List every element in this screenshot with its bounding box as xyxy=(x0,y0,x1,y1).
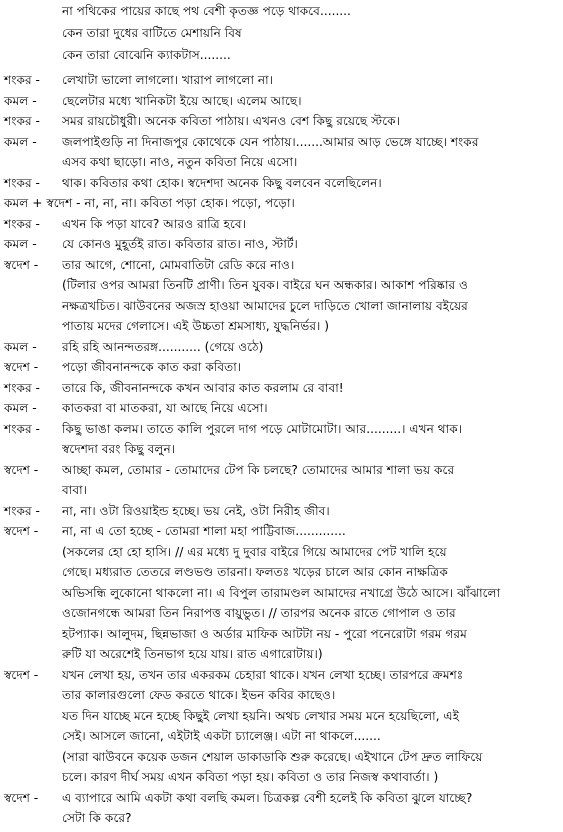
speaker-name: কমল - xyxy=(4,134,37,149)
speaker-name: শংকর - xyxy=(4,73,40,87)
dialogue-line: তার কালারগুলো ফেড করতে থাকে। ইভন কবির কাছেও। xyxy=(62,688,336,702)
dialogue-text xyxy=(62,357,563,378)
dialogue-text xyxy=(62,70,563,91)
dialogue-line: নক্ষত্রখচিত। ঝাউবনের অজস্র হাওয়া আমাদের চুলে দাড়িতে খোলা জানালায় বইয়ের xyxy=(62,298,468,313)
poem-line: না পথিকের পায়ের কাছে পথ বেশী কৃতজ্ঞ পড়ে থাকবে........ xyxy=(62,4,351,18)
speaker-name: শংকর - xyxy=(4,114,40,128)
dialogue-text xyxy=(62,419,563,460)
speaker-name: শংকর - xyxy=(4,380,40,395)
dialogue-line: থাক। কবিতার কথা হোক। স্বদেশদা অনেক কিছু বলবেন বলেছিলেন। xyxy=(62,175,382,190)
dialogue-entry xyxy=(0,193,563,214)
speaker-name: স্বদেশ - xyxy=(4,667,39,682)
speaker-name: স্বদেশ - xyxy=(4,524,39,538)
dialogue-text xyxy=(62,214,563,235)
poem-line: কেন তারা বোঝেনি ক্যাকটাস........ xyxy=(62,48,231,62)
dialogue-line: বাবা। xyxy=(62,483,87,497)
dialogue-entry xyxy=(0,234,563,255)
dialogue-entry xyxy=(0,521,563,665)
dialogue-line: পড়ো জীবনানন্দকে কাত করা কবিতা। xyxy=(62,360,242,374)
speaker-name: কমল - xyxy=(4,237,37,251)
dialogue-entry xyxy=(0,419,563,460)
speaker-name: শংকর - xyxy=(4,503,40,518)
speaker-name: স্বদেশ - xyxy=(4,360,39,374)
dialogue-line: কাতকরা বা মাতকরা, যা আছে নিয়ে এসো। xyxy=(62,401,268,415)
dialogue-text xyxy=(62,255,563,337)
dialogue-line: এসব কথা ছাড়ো। নাও, নতুন কবিতা নিয়ে এসো। xyxy=(62,155,298,169)
dialogue-entry xyxy=(0,665,563,788)
dialogue-text xyxy=(62,398,563,419)
dialogue-line: তার আগে, শোনো, মোমবাতিটা রেডি করে নাও। xyxy=(62,257,295,272)
dialogue-line: সমর রায়চৌধুরী। অনেক কবিতা পাঠায়। এখনও বেশ কিছু রয়েছে স্টকে। xyxy=(62,114,401,128)
speaker-name: স্বদেশ - xyxy=(4,257,39,272)
dialogue-text xyxy=(62,173,563,194)
dialogue-entry xyxy=(0,111,563,132)
dialogue-line: (সারা ঝাউবনে কয়েক ডজন শেয়াল ডাকাডাকি শুরু করেছে। এইখানে টেপ দ্রুত লাফিয়ে xyxy=(62,749,483,764)
dialogue-line: অভিসন্ধি লুকোনো থাকলো না। এ বিপুল তারামণ্ডল আমাদের নখাগ্রে উঠে আসে। ঝাঁঝালো xyxy=(62,585,501,600)
dialogue-line: এখন কি পড়া যাবে? আরও রাত্রি হবে। xyxy=(62,216,247,231)
speaker-name: কমল - xyxy=(4,401,37,415)
dialogue-text xyxy=(62,111,563,132)
dialogue-line: সেটা কি করে? xyxy=(62,811,132,825)
dialogue-transcript xyxy=(0,70,563,829)
dialogue-text xyxy=(62,378,563,399)
dialogue-line: গেছে। মধ্যরাত তেতরে লণ্ডভণ্ড তারনা। ফলতঃ খড়ের চালে আর কোন নাক্ষত্রিক xyxy=(62,565,448,579)
dialogue-text xyxy=(62,501,563,522)
dialogue-line: যে কোনও মুহূর্তই রাত। কবিতার রাত। নাও, স্টার্ট। xyxy=(62,237,298,251)
dialogue-line: এ ব্যাপারে আমি একটা কথা বলছি কমল। চিত্রকল্প বেশী হলেই কি কবিতা ঝুলে যাচ্ছে? xyxy=(62,790,473,805)
dialogue-entry xyxy=(0,378,563,399)
dialogue-text xyxy=(62,337,563,358)
dialogue-line: চলে। কারণ দীর্ঘ সময় এখন কবিতা পড়া হয়। কবিতা ও তার নিজস্ব কথাবার্তা। ) xyxy=(62,770,439,784)
dialogue-line: সেই। আসলে জানো, এইটাই একটা চ্যালেঞ্জ। এটা না থাকলে....... xyxy=(62,729,381,743)
dialogue-entry xyxy=(0,501,563,522)
dialogue-line: যত দিন যাচ্ছে মনে হচ্ছে কিছুই লেখা হয়নি। অথচ লেখার সময় মনে হয়েছিলো, এই xyxy=(62,708,460,723)
speaker-name: স্বদেশ - xyxy=(4,462,39,477)
dialogue-entry xyxy=(0,132,563,173)
dialogue-text xyxy=(62,91,563,112)
dialogue-line: (সকলের হো হো হাসি। // এর মধ্যে দু দুবার বাইরে গিয়ে আমাদের পেট খালি হয়ে xyxy=(62,544,447,559)
dialogue-line: যখন লেখা হয়, তখন তার একরকম চেহারা থাকে। যখন লেখা হচ্ছে। তারপরে ক্রমশঃ xyxy=(62,667,464,682)
dialogue-line: হটপ্যাক। আলুদম, ছিন্নভাজা ও অর্ডার মাফিক আটটা নয় - পুরো পনেরোটা গরম গরম xyxy=(62,626,467,641)
dialogue-line: না, না। ওটা রিওয়াইন্ড হচ্ছে। ভয় নেই, ওটা নিরীহ জীব। xyxy=(62,503,330,518)
dialogue-line: কিছু ভাঙা কলম। তাতে কালি পুরলে দাগ পড়ে মোটামোটা। আর.........। এখন থাক। xyxy=(62,421,463,436)
dialogue-line: ছেলেটার মধ্যে খানিকটা ইয়ে আছে। এলেম আছে। xyxy=(62,93,302,108)
dialogue-text xyxy=(62,132,563,173)
dialogue-entry xyxy=(0,357,563,378)
dialogue-text xyxy=(62,460,563,501)
dialogue-entry xyxy=(0,398,563,419)
dialogue-entry xyxy=(0,214,563,235)
speaker-name: শংকর - xyxy=(4,216,40,231)
dialogue-line: পাতায় মদের গেলাসে। এই উচ্চতা শ্রমসাধ্য, যুদ্ধনির্ভর। ) xyxy=(62,319,330,333)
dialogue-text xyxy=(62,521,563,665)
dialogue-line: রুটি যা অরেশেই তিনভাগ হয়ে যায়। রাত এগারোটায়।) xyxy=(62,647,323,661)
dialogue-entry xyxy=(0,173,563,194)
speaker-name: শংকর - xyxy=(4,421,40,436)
dialogue-entry xyxy=(0,255,563,337)
dialogue-entry xyxy=(0,788,563,829)
dialogue-entry xyxy=(0,337,563,358)
dialogue-text xyxy=(62,234,563,255)
dialogue-line: স্বদেশদা বরং কিছু বলুন। xyxy=(62,442,176,456)
dialogue-line: আচ্ছা কমল, তোমার - তোমাদের টেপ কি চলছে? তোমাদের আমার শালা ভয় করে xyxy=(62,462,455,477)
speaker-name: শংকর - xyxy=(4,175,40,190)
speaker-name: কমল - xyxy=(4,339,37,354)
dialogue-text xyxy=(62,788,563,829)
dialogue-text xyxy=(62,665,563,788)
speaker-line-combined: কমল + স্বদেশ - না, না, না। কবিতা পড়া হোক। পড়ো, পড়ো। xyxy=(4,196,295,210)
dialogue-line: (টিলার ওপর আমরা তিনটি প্রাণী। তিন যুবক। বাইরে ঘন অন্ধকার। আকাশ পরিষ্কার ও xyxy=(62,278,469,292)
dialogue-line: লেখাটা ভালো লাগলো। খারাপ লাগলো না। xyxy=(62,73,274,87)
dialogue-line: ওজোনগন্ধে আমরা তিন নিরাপত্ত বায়ুভুত। // তারপর অনেক রাতে গোপাল ও তার xyxy=(62,606,456,620)
speaker-name: স্বদেশ - xyxy=(4,790,39,805)
speaker-name: কমল - xyxy=(4,93,37,108)
poem-excerpt xyxy=(62,0,557,66)
poem-line: কেন তারা দুধের বাটিতে মেশায়নি বিষ xyxy=(62,26,242,40)
dialogue-line: তারে কি, জীবনানন্দকে কখন আবার কাত করলাম রে বাবা! xyxy=(62,380,344,395)
dialogue-entry xyxy=(0,91,563,112)
dialogue-line: রহি রহি আনন্দতরঙ্গ........... (গেয়ে ওঠে) xyxy=(62,339,264,354)
dialogue-entry xyxy=(0,460,563,501)
dialogue-line: জলপাইগুড়ি না দিনাজপুর কোথেকে যেন পাঠায়।.......আমার আড় ভেঙ্গে যাচ্ছে। শংকর xyxy=(62,134,479,149)
dialogue-line: না, না এ তো হচ্ছে - তোমরা শালা মহা পাট্টিবাজ............. xyxy=(62,524,346,538)
dialogue-entry xyxy=(0,70,563,91)
